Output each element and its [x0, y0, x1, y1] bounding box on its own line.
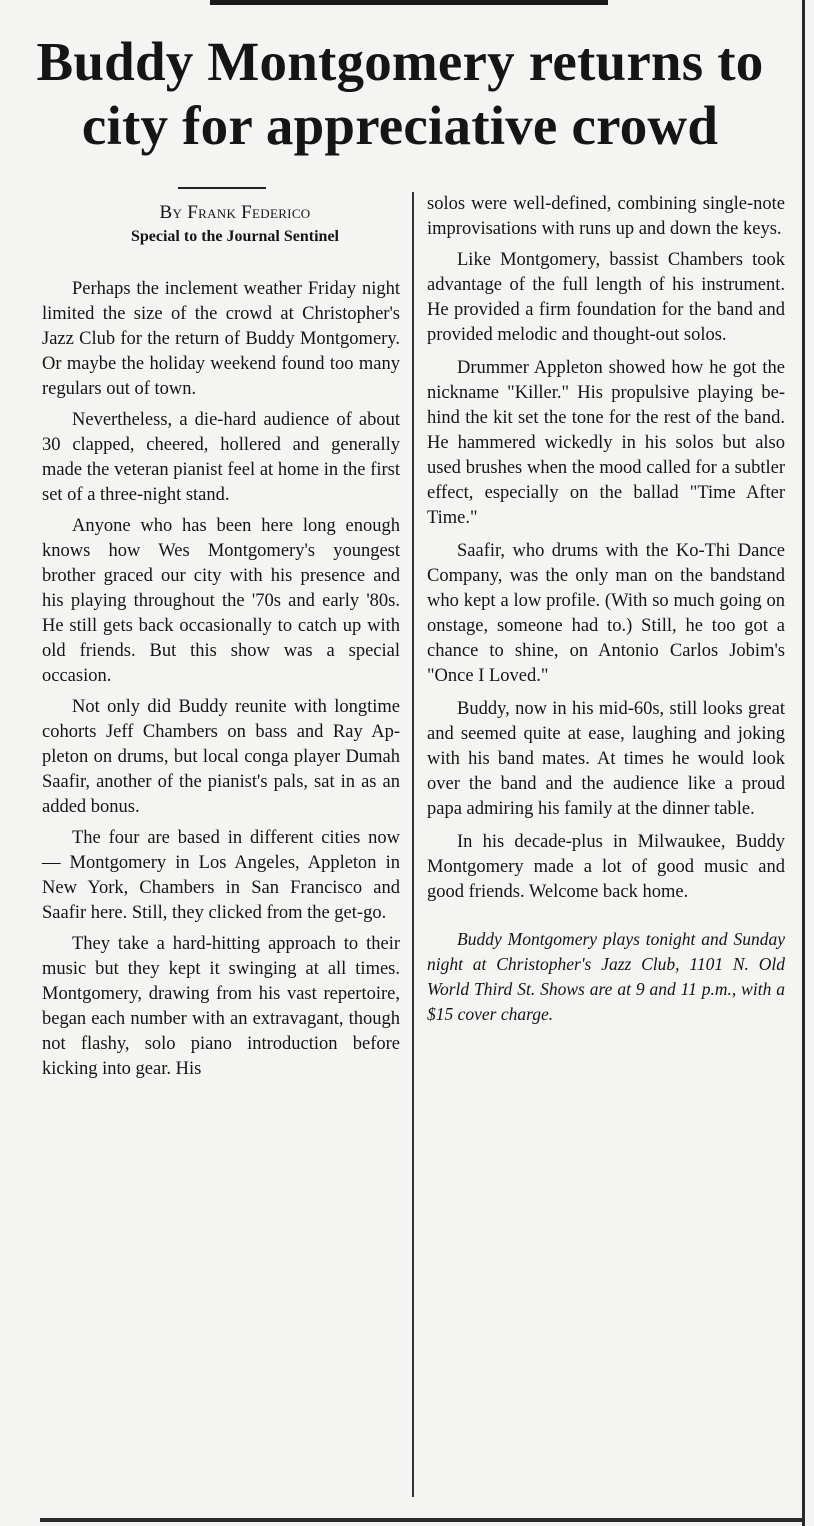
show-info-note: Buddy Montgomery plays tonight and Sunday night at Christopher's Jazz Club, 1101 N. Old World Third St. Shows are at 9 and 11 p.m., with a $15 cover charge. [427, 929, 785, 1024]
article-column-right [427, 192, 785, 1033]
paragraph: Like Montgomery, bassist Chambers took advantage of the full length of his instrument. He provided a firm foundation for the band and provided melodic and thought-out solos. [427, 250, 785, 345]
paragraph: Perhaps the inclement weather Friday night limited the size of the crowd at Christopher's Jazz Club for the return of Buddy Montgomery. Or maybe the holiday weekend found too many regulars out of town. [42, 279, 400, 399]
paragraph: Nevertheless, a die-hard audience of about 30 clapped, cheered, hollered and generally made the veteran pianist feel at home in the first set of a three-night stand. [42, 410, 400, 505]
paragraph: Drummer Appleton showed how he got the nickname "Killer." His propulsive playing behind the kit set the tone for the rest of the band. He hammered wickedly in his solos but also used brushes when the mood called for a subtler effect, especially on the ballad "Time After Time." [427, 358, 785, 528]
paragraph: Buddy, now in his mid-60s, still looks great and seemed quite at ease, laughing and joking with his band mates. At times he would look over the band and the audience like a proud papa admiring his family at the dinner table. [427, 699, 785, 819]
paragraph: They take a hard-hitting approach to their music but they kept it swinging at all times. Montgomery, drawing from his vast repertoire, began each number with an extravagant, though not flashy, solo piano introduction before kicking into gear. His [42, 934, 400, 1079]
paragraph-continued: solos were well-defined, combining single-note improvisations with runs up and down the keys. [427, 194, 785, 239]
bottom-rule [40, 1518, 802, 1522]
byline-author: By Frank Federico [159, 202, 311, 223]
headline: Buddy Montgomery returns to city for appreciative crowd [36, 31, 764, 156]
byline [60, 200, 410, 248]
paragraph: Anyone who has been here long enough knows how Wes Montgomery's youngest brother graced our city with his presence and his playing throughout the '70s and early '80s. He still gets back occasionally to catch up with old friends. But this show was a special occasion. [42, 516, 400, 686]
paragraph: In his decade-plus in Milwaukee, Buddy Montgomery made a lot of good music and good friends. Welcome back home. [427, 832, 785, 902]
top-rule [210, 0, 608, 5]
right-border-rule [802, 0, 805, 1526]
paragraph: Not only did Buddy reunite with longtime cohorts Jeff Chambers on bass and Ray Appleton on drums, but local conga player Dumah Saafir, another of the pianist's pals, sat in as an added bonus. [42, 697, 400, 817]
column-divider [412, 192, 414, 1497]
paragraph: The four are based in different cities now — Montgomery in Los Angeles, Appleton in New York, Chambers in San Francisco and Saafir here. Still, they clicked from the get-go. [42, 828, 400, 923]
byline-affiliation: Special to the Journal Sentinel [130, 228, 339, 245]
article-column-left [42, 277, 400, 1088]
paragraph: Saafir, who drums with the Ko-Thi Dance Company, was the only man on the bandstand who kept a low profile. (With so much going on onstage, someone had to.) Still, he too got a chance to shine, on Antonio Carlos Jobim's "Once I Loved." [427, 541, 785, 686]
byline-rule [178, 187, 266, 189]
